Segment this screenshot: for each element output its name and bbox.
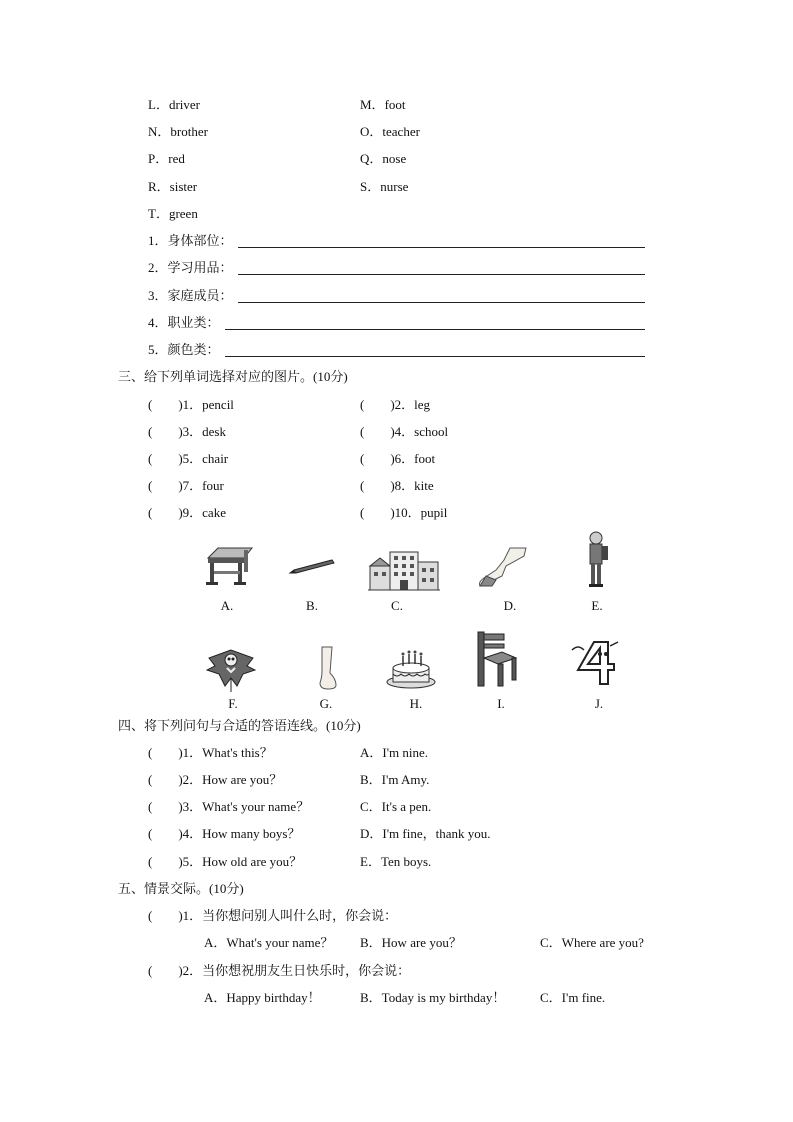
picture-label-i: I. [497,696,505,711]
section3-title: 三、给下列单词选择对应的图片。(10分) [118,369,348,384]
section3-item-4: ( )4．school [360,424,449,439]
cake-icon [385,648,437,690]
desk-icon [204,546,254,590]
section4-question-3: ( )3．What's your name？ [148,799,310,814]
picture-label-j: J. [594,696,604,711]
pupil-icon [582,530,612,590]
picture-label-c: C. [391,598,403,613]
four-icon [570,640,620,688]
category-school-things-answer-line[interactable] [238,274,645,275]
kite-icon [205,642,257,694]
section5-title: 五、情景交际。(10分) [118,881,244,896]
category-family-label: 3．家庭成员： [148,288,233,303]
pencil-icon [288,558,338,576]
section5-question-1: ( )1．当你想问别人叫什么时，你会说： [148,908,398,923]
word-option-o: O．teacher [360,124,420,139]
section3-item-9: ( )9．cake [148,505,226,520]
section4-question-1: ( )1．What's this？ [148,745,273,760]
section4-title: 四、将下列问句与合适的答语连线。(10分) [118,718,361,733]
picture-label-h: H. [409,696,423,711]
school-icon [368,548,440,592]
word-option-p: P．red [148,151,185,166]
chair-icon [472,630,520,688]
section4-answer-a: A．I'm nine. [360,745,429,760]
section4-answer-d: D．I'm fine，thank you. [360,826,491,841]
section4-question-4: ( )4．How many boys？ [148,826,301,841]
leg-icon [476,546,534,590]
word-option-m: M．foot [360,97,406,112]
section5-q2-option-c: C．I'm fine. [540,990,606,1005]
section3-item-5: ( )5．chair [148,451,229,466]
category-jobs-label: 4．职业类： [148,315,220,330]
section5-q2-option-a: A．Happy birthday！ [204,990,321,1005]
word-option-s: S．nurse [360,179,409,194]
section3-item-2: ( )2．leg [360,397,431,412]
picture-label-b: B. [306,598,318,613]
section3-item-10: ( )10．pupil [360,505,448,520]
category-colors-label: 5．颜色类： [148,342,220,357]
section3-item-3: ( )3．desk [148,424,226,439]
foot-icon [314,645,340,691]
category-body-parts-answer-line[interactable] [238,247,645,248]
picture-label-e: E. [591,598,603,613]
section4-question-2: ( )2．How are you？ [148,772,283,787]
section5-q1-option-c: C．Where are you? [540,935,644,950]
category-school-things-label: 2．学习用品： [148,260,233,275]
word-option-l: L．driver [148,97,200,112]
section4-question-5: ( )5．How old are you？ [148,854,303,869]
category-jobs-answer-line[interactable] [225,329,645,330]
section5-q1-option-b: B．How are you？ [360,935,462,950]
section4-answer-b: B．I'm Amy. [360,772,430,787]
picture-label-f: F. [228,696,238,711]
section5-q2-option-b: B．Today is my birthday！ [360,990,506,1005]
word-option-t: T．green [148,206,198,221]
word-option-q: Q．nose [360,151,407,166]
category-family-answer-line[interactable] [238,302,645,303]
section3-item-1: ( )1．pencil [148,397,234,412]
section3-item-8: ( )8．kite [360,478,434,493]
category-body-parts-label: 1．身体部位： [148,233,233,248]
picture-label-d: D. [503,598,517,613]
section5-q1-option-a: A．What's your name？ [204,935,334,950]
section3-item-6: ( )6．foot [360,451,436,466]
picture-label-g: G. [319,696,333,711]
section4-answer-c: C．It's a pen. [360,799,432,814]
picture-label-a: A. [220,598,234,613]
category-colors-answer-line[interactable] [225,356,645,357]
word-option-r: R．sister [148,179,198,194]
word-option-n: N．brother [148,124,208,139]
section5-question-2: ( )2．当你想祝朋友生日快乐时，你会说： [148,963,411,978]
section4-answer-e: E．Ten boys. [360,854,432,869]
section3-item-7: ( )7．four [148,478,224,493]
